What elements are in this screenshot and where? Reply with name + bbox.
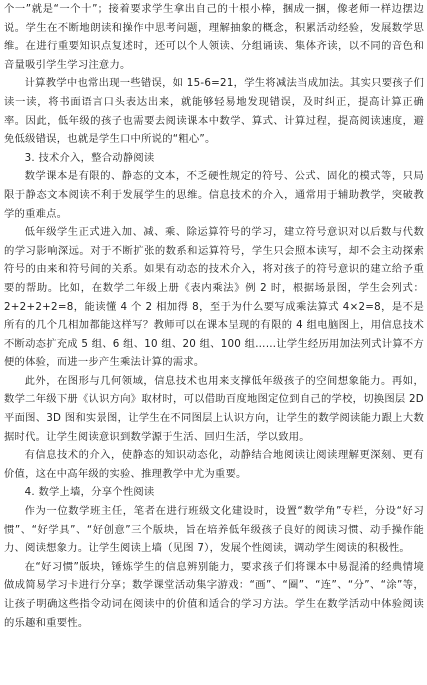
paragraph-geometry: 此外，在图形与几何领域，信息技术也用来支撑低年级孩子的空间想象能力。再如，数学二年级下册《认识方向》取材时，可以借助百度地图定位到自己的学校，切换图层 2D 平面图、3D 图和实景图，让学生在不同图层上认识方向，让学生的数学阅读能力跟上大数据时代。让学生阅读意识到数学源于生活、回归生活，学以致用。	[4, 374, 424, 443]
paragraph-good-habits: 在“好习惯”版块，锤炼学生的信息辨别能力，要求孩子们将课本中易混淆的经典情境做成简易学习卡进行分享；数学课堂活动集字游戏：“画”、“圈”、“连”、“分”、“涂”等，让孩子明确这些指令动词在阅读中的价值和适合的学习方法。学生在数学活动中体验阅读的乐趣和重要性。	[4, 560, 424, 629]
paragraph-static-text: 数学课本是有限的、静态的文本，不乏硬性规定的符号、公式、固化的模式等，只局限于静态文本阅读不利于发展学生的思维。信息技术的介入，通常用于辅助教学，突破教学的重难点。	[4, 170, 424, 220]
section-heading-4: 4. 数学上墙，分享个性阅读	[24, 486, 155, 499]
paragraph-symbol-sense: 低年级学生正式进入加、减、乘、除运算符号的学习，建立符号意识对以后数与代数的学习影响深远。对于不断扩张的数系和运算符号，学生只会照本读写，却不会主动探索符号的由来和符号间的关系。如果有动态的技术介入，将对孩子的符号意识的建立给予重要的帮助。比如，在数学二年级上册《表内乘法》例 2 时，根据场景图，学生会列式：2+2+2+2=8，能读懂 4 个 2 相加得 8，至于为什么要写成乘法算式 4×2=8，是不是所有的几个几相加都能这样写？教师可以在课本呈现的有限的 4 组电脑图上，用信息技术不断动态扩充成 5 组、6 组、10 组、20 组、100 组……让学生经历用加法列式计算不方便的体验，而进一步产生乘法计算的需求。	[4, 226, 424, 369]
paragraph-calculation-errors: 计算教学中也常出现一些错误，如 15-6=21，学生将减法当成加法。其实只要孩子们读一读，将书面语言口头表达出来，就能够轻易地发现错误，及时纠正，提高计算正确率。因此，低年级的孩子也需要去阅读课本中数学、算式、计算过程，提高阅读速度，避免低级错误，也就是学生口中所说的“粗心”。	[4, 77, 424, 146]
section-heading-3: 3. 技术介入，整合动静阅读	[24, 151, 155, 164]
paragraph-dynamic-static: 有信息技术的介入，使静态的知识动态化，动静结合地阅读让阅读理解更深刻、更有价值，这在中高年级的实验、推理教学中尤为重要。	[4, 449, 424, 480]
paragraph-intro: 个一”就是“一个十”；接着要求学生拿出自己的十根小棒，捆成一捆，像老师一样边摆边说。学生在不断地朗读和操作中思考问题，理解抽象的概念，积累活动经验，发展数学思维。在进行重要知识点复述时，还可以个人领读、分组诵读、集体齐读，以不同的音色和音量吸引学生学习注意力。	[4, 3, 424, 71]
paragraph-math-corner: 作为一位数学班主任，笔者在进行班级文化建设时，设置“数学角”专栏，分设“好习惯”、“好学具”、“好创意”三个版块，旨在培养低年级孩子良好的阅读习惯、动手操作能力、阅读想象力。让学生阅读上墙（见图 7），发展个性阅读，调动学生阅读的积极性。	[4, 505, 424, 555]
